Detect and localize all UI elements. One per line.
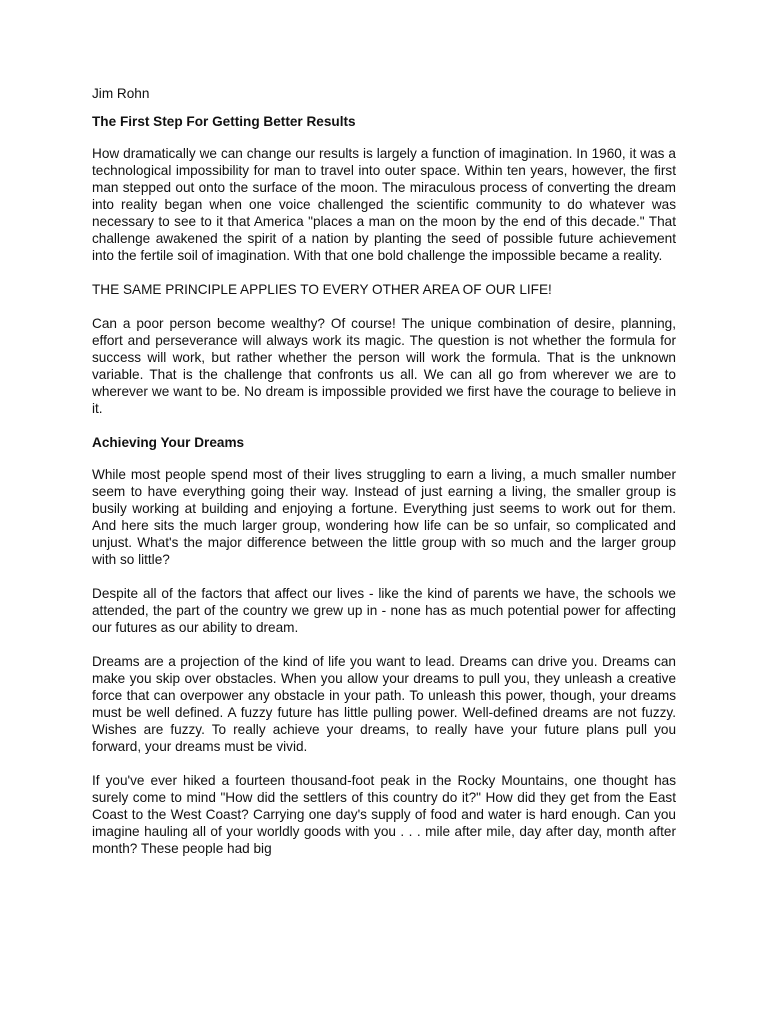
paragraph: Can a poor person become wealthy? Of course! The unique combination of desire, planning, effort and perseverance will always work its magic. The question is not whether the formula for success will work, but rather whether the person will work the formula. That is the unknown variable. That is the challenge that confronts us all. We can all go from wherever we are to wherever we want to be. No dream is impossible provided we first have the courage to believe in it. — [92, 316, 676, 416]
paragraph: If you've ever hiked a fourteen thousand-foot peak in the Rocky Mountains, one thought has surely come to mind "How did the settlers of this country do it?" How did they get from the East Coast to the West Coast? Carrying one day's supply of food and water is hard enough. Can you imagine hauling all of your worldly goods with you . . . mile after mile, day after day, month after month? These people had big — [92, 773, 676, 856]
paragraph: While most people spend most of their lives struggling to earn a living, a much smaller number seem to have everything going their way. Instead of just earning a living, the smaller group is busily working at building and enjoying a fortune. Everything just seems to work out for them. And here sits the much larger group, wondering how life can be so unfair, so complicated and unjust. What's the major difference between the little group with so much and the larger group with so little? — [92, 467, 676, 567]
section-heading: Achieving Your Dreams — [92, 435, 245, 450]
paragraph: How dramatically we can change our results is largely a function of imagination. In 1960, it was a technological impossibility for man to travel into outer space. Within ten years, however, the first man stepped out onto the surface of the moon. The miraculous process of converting the dream into reality began when one voice challenged the scientific community to do whatever was necessary to see to it that America "places a man on the moon by the end of this decade." That challenge awakened the spirit of a nation by planting the seed of possible future achievement into the fertile soil of imagination. With that one bold challenge the impossible became a reality. — [92, 146, 676, 263]
paragraph-principle: THE SAME PRINCIPLE APPLIES TO EVERY OTHER AREA OF OUR LIFE! — [92, 282, 552, 297]
paragraph: Despite all of the factors that affect our lives - like the kind of parents we have, the schools we attended, the part of the country we grew up in - none has as much potential power for affecting our futures as our ability to dream. — [92, 586, 676, 635]
paragraph: Dreams are a projection of the kind of life you want to lead. Dreams can drive you. Dreams can make you skip over obstacles. When you allow your dreams to pull you, they unleash a creative force that can overpower any obstacle in your path. To unleash this power, though, your dreams must be well defined. A fuzzy future has little pulling power. Well-defined dreams are not fuzzy. Wishes are fuzzy. To really achieve your dreams, to really have your future plans pull you forward, your dreams must be vivid. — [92, 654, 676, 754]
author-name: Jim Rohn — [92, 86, 150, 101]
article-title: The First Step For Getting Better Results — [92, 114, 356, 129]
